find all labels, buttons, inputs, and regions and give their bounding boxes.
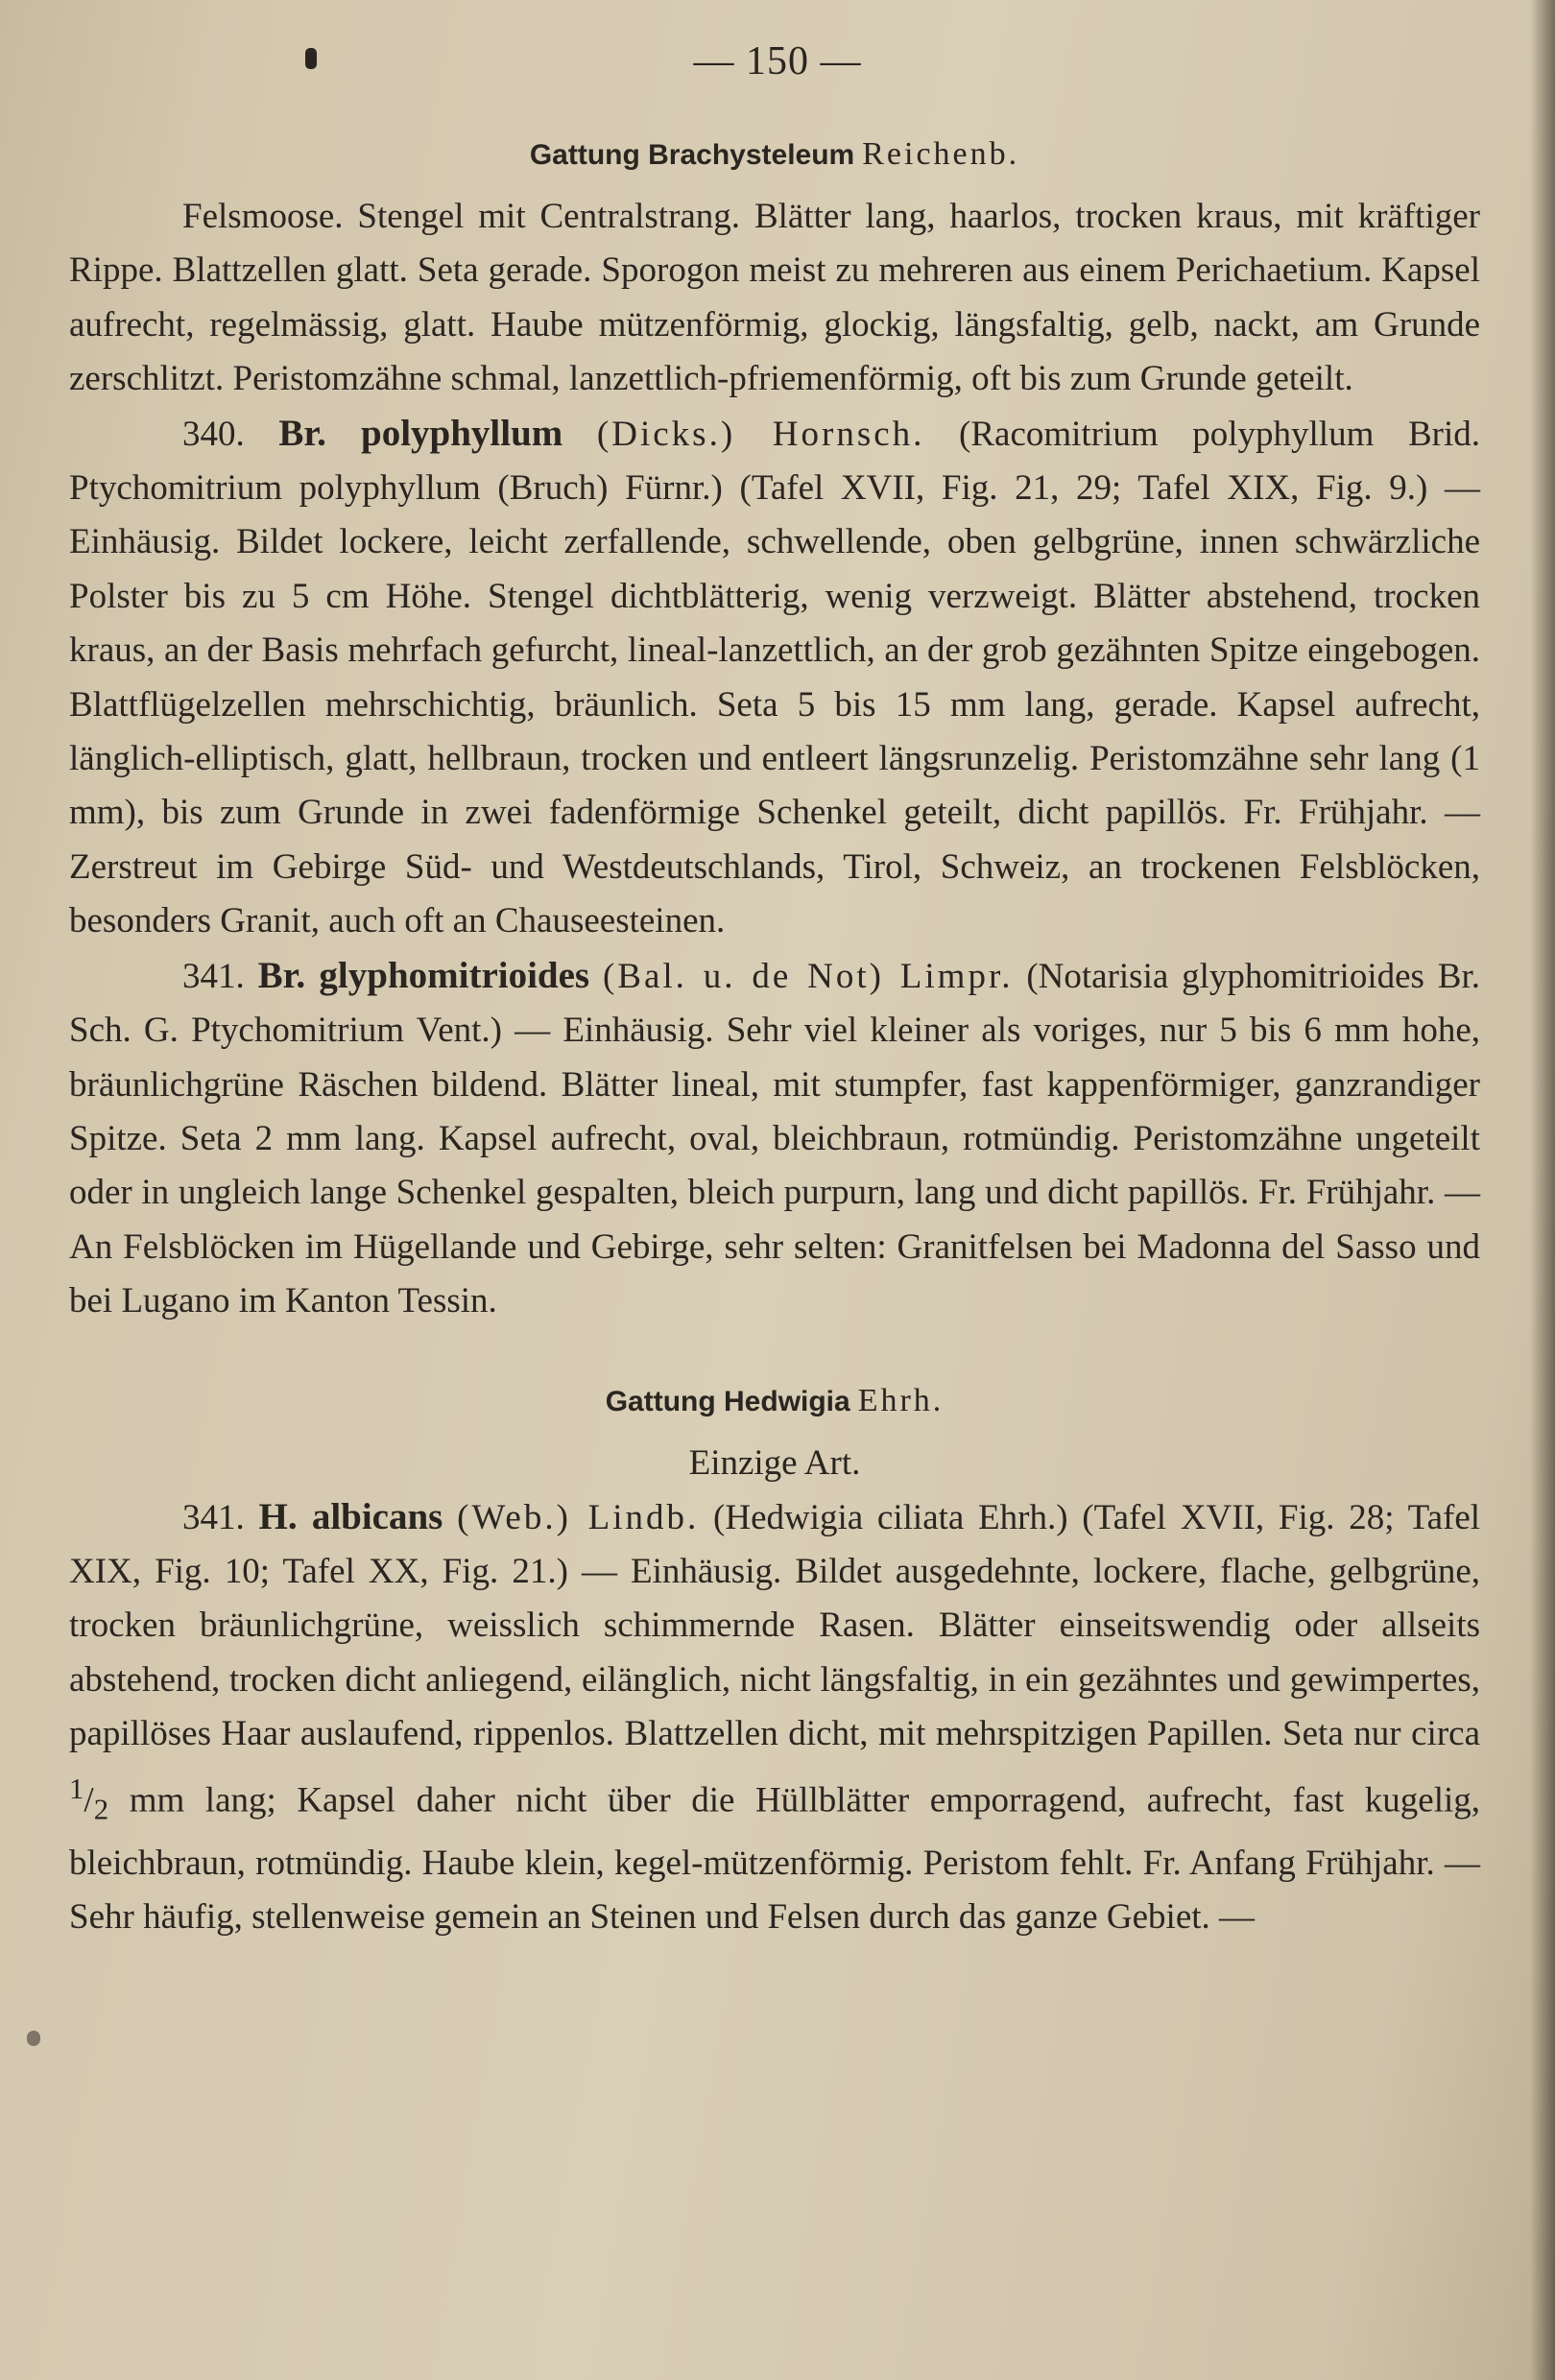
genus-description: Felsmoose. Stengel mit Centralstrang. Blätter lang, haarlos, trocken kraus, mit kräftiger Rippe. Blattzellen glatt. Seta gerade. Sporogon meist zu mehreren aus einem Perichaetium. Kapsel aufrecht, regelmässig, glatt. Haube mützenförmig, glockig, längsfaltig, gelb, nackt, am Grunde zerschlitzt. Peristomzähne schmal, lanzettlich-pfriemenförmig, oft bis zum Grunde geteilt.: [69, 197, 1480, 399]
species-authority: (Bal. u. de Not) Limpr.: [602, 956, 1014, 996]
species-authority: (Dicks.) Hornsch.: [596, 414, 925, 454]
genus-heading: [69, 132, 1480, 177]
species-text: mm lang; Kapsel daher nicht über die Hüllblätter emporragend, aufrecht, fast kugelig, bleichbraun, rotmündig. Haube klein, kegel-mützenförmig. Peristom fehlt. Fr. Anfang Frühjahr. — Sehr häufig, stellenweise gemein an Steinen und Felsen durch das ganze Gebiet. —: [69, 1779, 1481, 1938]
genus-heading: [69, 1379, 1480, 1423]
species-entry: [69, 407, 1480, 949]
ink-spot: [27, 2031, 40, 2046]
page-edge-shadow: [1530, 0, 1555, 2380]
species-entry: [69, 949, 1480, 1329]
species-text: (Hedwigia ciliata Ehrh.) (Tafel XVII, Fig. 28; Tafel XIX, Fig. 10; Tafel XX, Fig. 21.) — Einhäusig. Bildet ausgedehnte, lockere, flache, gelbgrüne, trocken bräunlichgrüne, weisslich schimmernde Rasen. Blätter einseitswendig oder allseits abstehend, trocken dicht anliegend, eilänglich, nicht längsfaltig, in ein gezähntes und gewimpertes, papillöses Haar auslaufend, rippenlos. Blattzellen dicht, mit mehrspitzigen Papillen. Seta nur circa: [69, 1497, 1481, 1754]
species-text: (Racomitrium polyphyllum Brid. Ptychomitrium polyphyllum (Bruch) Fürnr.) (Tafel XVII, Fig. 21, 29; Tafel XIX, Fig. 9.) — Einhäusig. Bildet lockere, leicht zerfallende, schwellende, oben gelbgrüne, innen schwärzliche Polster bis zu 5 cm Höhe. Stengel dichtblätterig, wenig verzweigt. Blätter abstehend, trocken kraus, an der Basis mehrfach gefurcht, lineal-lanzettlich, an der grob gezähnten Spitze eingebogen. Blattflügelzellen mehrschichtig, bräunlich. Seta 5 bis 15 mm lang, gerade. Kapsel aufrecht, länglich-elliptisch, glatt, hellbraun, trocken und entleert längsrunzelig. Peristomzähne sehr lang (1 mm), bis zum Grunde in zwei fadenförmige Schenkel geteilt, dicht papillös. Fr. Frühjahr. — Zerstreut im Gebirge Süd- und Westdeutschlands, Tirol, Schweiz, an trockenen Felsblöcken, besonders Granit, auch oft an Chauseesteinen.: [69, 414, 1481, 941]
fraction-denominator: 2: [93, 1793, 109, 1826]
page-content: [69, 132, 1480, 1945]
species-name: H. albicans: [258, 1495, 443, 1537]
fraction-numerator: 1: [69, 1772, 84, 1805]
species-authority: (Web.) Lindb.: [457, 1497, 700, 1537]
genus-name: Gattung Hedwigia: [605, 1385, 850, 1417]
species-number: 340.: [182, 414, 245, 454]
species-entry: 341. H. albicans (Web.) Lindb. (Hedwigia ciliata Ehrh.) (Tafel XVII, Fig. 28; Tafel XIX, Fig. 10; Tafel XX, Fig. 21.) — Einhäusig. Bildet ausgedehnte, lockere, flache, gelbgrüne, trocken bräunlichgrüne, weisslich schimmernde Rasen. Blätter einseitswendig oder allseits abstehend, trocken dicht anliegend, eilänglich, nicht längsfaltig, in ein gezähntes und gewimpertes, papillöses Haar auslaufend, rippenlos. Blattzellen dicht, mit mehrspitzigen Papillen. Seta nur circa $^1/_2$ mm lang; Kapsel daher nicht über die Hüllblätter emporragend, aufrecht, fast kugelig, bleichbraun, rotmündig. Haube klein, kegel-mützenförmig. Peristom fehlt. Fr. Anfang Frühjahr. — Sehr häufig, stellenweise gemein an Steinen und Felsen durch das ganze Gebiet. —: [69, 1495, 1481, 1938]
genus-author: Ehrh.: [857, 1382, 945, 1418]
page-number: — 150 —: [693, 39, 862, 83]
genus-subtitle: Einzige Art.: [688, 1442, 861, 1483]
species-number: 341.: [182, 1497, 245, 1537]
species-name: Br. polyphyllum: [278, 412, 563, 454]
genus-author: Reichenb.: [862, 136, 1020, 172]
species-number: 341.: [182, 956, 245, 996]
genus-name: Gattung Brachysteleum: [529, 139, 855, 171]
species-text: (Notarisia glyphomitrioides Br. Sch. G. Ptychomitrium Vent.) — Einhäusig. Sehr viel kleiner als voriges, nur 5 bis 6 mm hohe, bräunlichgrüne Räschen bildend. Blätter lineal, mit stumpfer, fast kappenförmiger, ganzrandiger Spitze. Seta 2 mm lang. Kapsel aufrecht, oval, bleichbraun, rotmündig. Peristomzähne ungeteilt oder in ungleich lange Schenkel gespalten, bleich purpurn, lang und dicht papillös. Fr. Frühjahr. — An Felsblöcken im Hügellande und Gebirge, sehr selten: Granitfelsen bei Madonna del Sasso und bei Lugano im Kanton Tessin.: [69, 956, 1480, 1321]
species-name: Br. glyphomitrioides: [257, 954, 590, 996]
section-gap: [69, 1329, 1480, 1379]
